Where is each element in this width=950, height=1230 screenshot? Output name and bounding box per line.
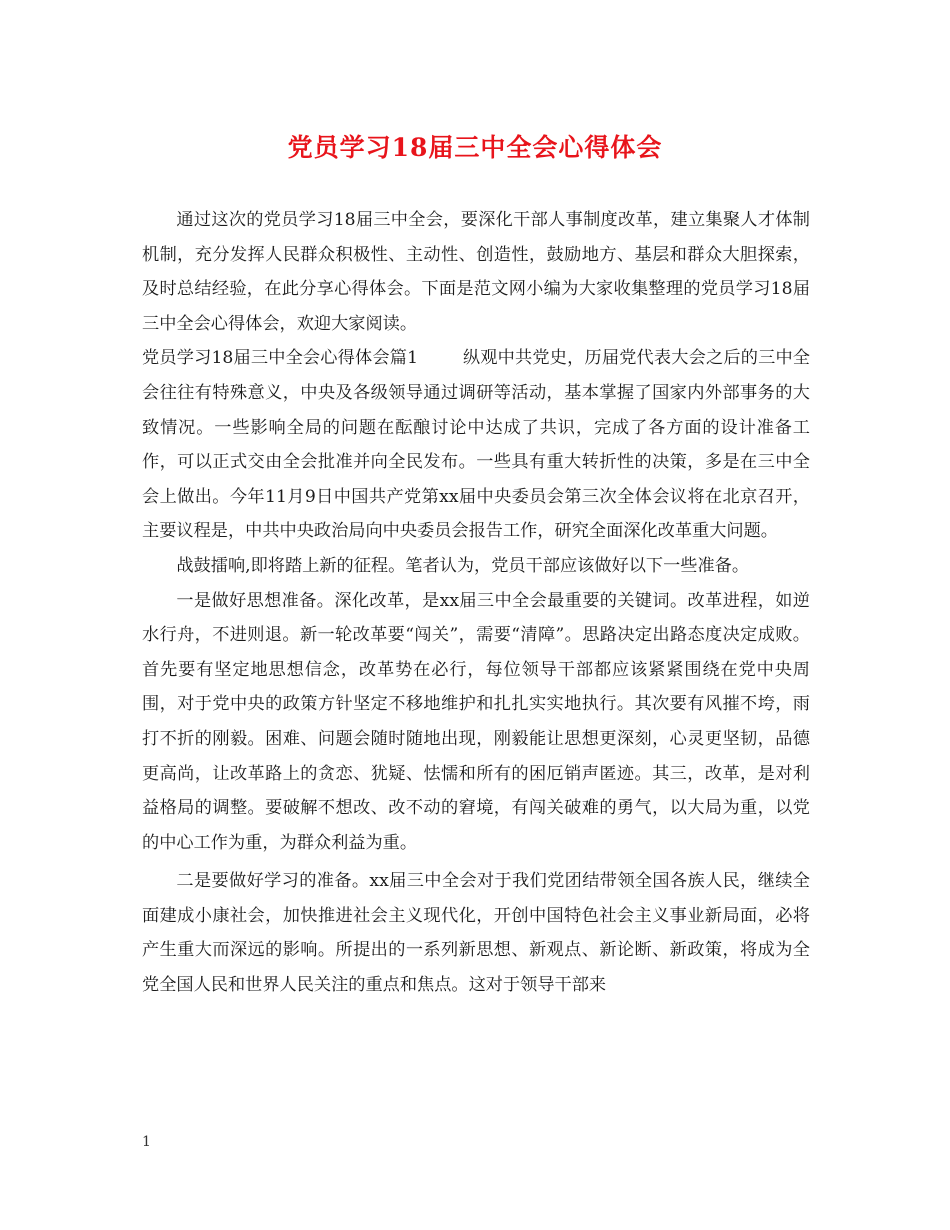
document-body <box>142 203 810 1003</box>
article-1-text: 纵观中共党史，历届党代表大会之后的三中全会往往有特殊意义，中央及各级领导通过调研等活动，基本掌握了国家内外部事务的大致情况。一些影响全局的问题在酝酿讨论中达成了共识，完成了各方面的设计准备工作，可以正式交由全会批准并向全民发布。一些具有重大转折性的决策，多是在三中全会上做出。今年11月9日中国共产党第xx届中央委员会第三次全体会议将在北京召开，主要议程是，中共中央政治局向中央委员会报告工作，研究全面深化改革重大问题。 <box>142 348 810 542</box>
article-1-paragraph <box>142 341 810 549</box>
preparation-paragraph: 战鼓擂响,即将踏上新的征程。笔者认为，党员干部应该做好以下一些准备。 <box>176 555 750 576</box>
point-one-paragraph: 一是做好思想准备。深化改革，是xx届三中全会最重要的关键词。改革进程，如逆水行舟，不进则退。新一轮改革要“闯关”，需要“清障”。思路决定出路态度决定成败。首先要有坚定地思想信念，改革势在必行，每位领导干部都应该紧紧围绕在党中央周围，对于党中央的政策方针坚定不移地维护和扎扎实实地执行。其次要有风摧不垮，雨打不折的刚毅。困难、问题会随时随地出现，刚毅能让思想更深刻，心灵更坚韧，品德更高尚，让改革路上的贪恋、犹疑、怯懦和所有的困厄销声匿迹。其三，改革，是对利益格局的调整。要破解不想改、改不动的窘境，有闯关破难的勇气，以大局为重，以党的中心工作为重，为群众利益为重。 <box>142 590 810 853</box>
page-number: 1 <box>142 1134 151 1150</box>
article-1-heading: 党员学习18届三中全会心得体会篇1 <box>142 348 419 369</box>
document-title: 党员学习18届三中全会心得体会 <box>287 133 663 162</box>
intro-paragraph: 通过这次的党员学习18届三中全会，要深化干部人事制度改革，建立集聚人才体制机制，充分发挥人民群众积极性、主动性、创造性，鼓励地方、基层和群众大胆探索，及时总结经验，在此分享心得体会。下面是范文网小编为大家收集整理的党员学习18届三中全会心得体会，欢迎大家阅读。 <box>142 210 810 334</box>
point-two-paragraph: 二是要做好学习的准备。xx届三中全会对于我们党团结带领全国各族人民，继续全面建成小康社会，加快推进社会主义现代化，开创中国特色社会主义事业新局面，必将产生重大而深远的影响。所提出的一系列新思想、新观点、新论断、新政策，将成为全党全国人民和世界人民关注的重点和焦点。这对于领导干部来 <box>142 871 810 996</box>
